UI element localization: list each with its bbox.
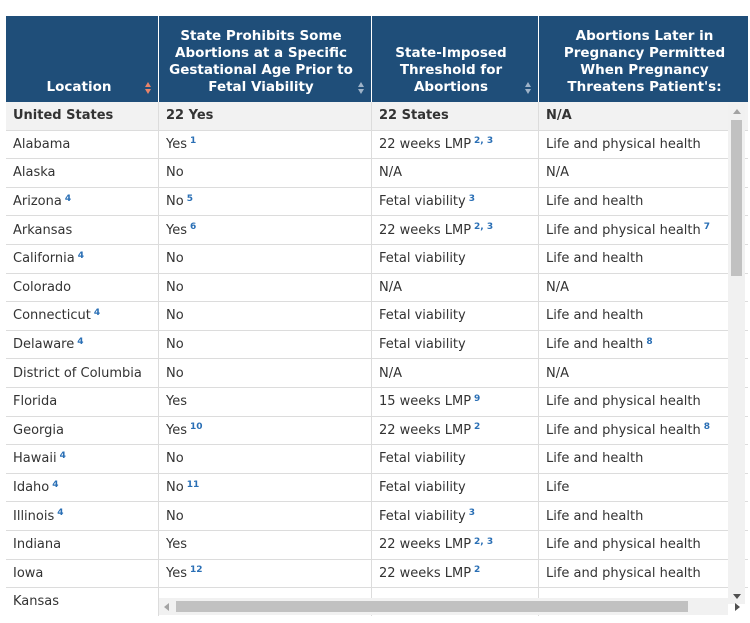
cell-text: No (166, 337, 184, 353)
cell-exceptions (539, 359, 748, 387)
footnote-link[interactable]: 2, 3 (474, 222, 494, 233)
cell-text: Connecticut (13, 308, 91, 324)
cell-exceptions (539, 331, 748, 359)
cell-threshold (372, 159, 539, 187)
cell-text: Life and health (546, 451, 644, 467)
footnote-link[interactable]: 12 (190, 565, 203, 576)
footnote-link[interactable]: 10 (190, 422, 203, 433)
cell-text: Life and health (546, 508, 644, 524)
footnote-link[interactable]: 2, 3 (474, 536, 494, 547)
cell-text: Yes (166, 565, 187, 581)
cell-text: Life and health (546, 194, 644, 210)
footnote-link[interactable]: 4 (57, 508, 64, 519)
sort-arrows-icon[interactable] (525, 82, 532, 94)
cell-text: N/A (546, 365, 569, 381)
table-row (6, 216, 748, 245)
cell-location (6, 216, 159, 244)
cell-text: Yes (166, 222, 187, 238)
cell-location (6, 417, 159, 445)
cell-text: N/A (379, 165, 402, 181)
footnote-link[interactable]: 4 (93, 307, 101, 318)
footnote-link[interactable]: 2, 3 (474, 136, 494, 147)
footnote-link[interactable]: 6 (190, 222, 197, 233)
cell-text: N/A (546, 165, 569, 181)
cell-text: Yes (166, 394, 187, 410)
cell-text: Yes (166, 537, 187, 553)
cell-text: No (166, 451, 184, 467)
cell-text: Illinois (13, 508, 55, 524)
cell-threshold (372, 445, 539, 473)
cell-prohibits (159, 474, 372, 502)
cell-text: Fetal viability (379, 480, 466, 496)
cell-location (6, 274, 159, 302)
cell-text: Fetal viability (379, 337, 466, 353)
cell-exceptions (539, 188, 748, 216)
cell-threshold: 22 States (372, 102, 539, 130)
cell-text: Life and health (546, 251, 644, 267)
table-row (6, 445, 748, 474)
table-row (6, 531, 748, 560)
cell-text: Alaska (13, 165, 56, 181)
column-header-label: State-Imposed Threshold for Abortions (395, 45, 507, 95)
cell-location (6, 245, 159, 273)
cell-text: Life (546, 480, 570, 496)
cell-text: Alabama (13, 136, 71, 152)
cell-text: Iowa (13, 565, 44, 581)
table-row (6, 131, 748, 160)
footnote-link[interactable]: 2 (474, 565, 481, 576)
cell-location (6, 445, 159, 473)
table-row (6, 388, 748, 417)
table-row (6, 417, 748, 446)
cell-exceptions (539, 245, 748, 273)
cell-text: 22 weeks LMP (379, 422, 472, 438)
cell-text: 22 weeks LMP (379, 222, 472, 238)
cell-text: N/A (379, 279, 402, 295)
cell-location (6, 560, 159, 588)
cell-exceptions (539, 474, 748, 502)
cell-prohibits (159, 417, 372, 445)
vertical-scrollbar[interactable] (728, 104, 745, 604)
cell-threshold (372, 531, 539, 559)
cell-text: No (166, 308, 184, 324)
cell-location (6, 474, 159, 502)
scroll-up-arrow-icon[interactable] (733, 109, 741, 114)
footnote-link[interactable]: 8 (703, 422, 710, 433)
footnote-link[interactable]: 3 (468, 508, 475, 519)
cell-text: Life and health (546, 337, 644, 353)
footnote-link[interactable]: 8 (646, 336, 653, 347)
cell-text: No (166, 480, 184, 496)
cell-prohibits (159, 388, 372, 416)
cell-threshold (372, 502, 539, 530)
cell-threshold (372, 274, 539, 302)
column-header-label: Location (46, 79, 112, 95)
footnote-link[interactable]: 1 (190, 136, 197, 147)
cell-text: 15 weeks LMP (379, 394, 472, 410)
table-row (6, 274, 748, 303)
cell-text: California (13, 251, 75, 267)
cell-text: Fetal viability (379, 508, 466, 524)
cell-text: Florida (13, 394, 58, 410)
cell-location (6, 502, 159, 530)
table-row (6, 302, 748, 331)
cell-text: Kansas (13, 594, 60, 610)
cell-text: N/A (379, 365, 402, 381)
cell-location (6, 302, 159, 330)
cell-text: Life and physical health (546, 394, 701, 410)
cell-text: Life and physical health (546, 565, 701, 581)
horizontal-scrollbar[interactable] (159, 598, 728, 615)
cell-exceptions (539, 560, 748, 588)
cell-text: 22 weeks LMP (379, 565, 472, 581)
cell-text: No (166, 508, 184, 524)
cell-prohibits (159, 188, 372, 216)
cell-location (6, 131, 159, 159)
cell-exceptions (539, 216, 748, 244)
cell-threshold (372, 474, 539, 502)
cell-text: Fetal viability (379, 251, 466, 267)
cell-text: Yes (166, 422, 187, 438)
cell-prohibits (159, 274, 372, 302)
cell-text: Arizona (13, 194, 62, 210)
cell-threshold (372, 388, 539, 416)
cell-threshold (372, 131, 539, 159)
cell-prohibits: 22 Yes (159, 102, 372, 130)
cell-text: Fetal viability (379, 451, 466, 467)
cell-text: Hawaii (13, 451, 57, 467)
column-header-prohibits[interactable] (159, 16, 372, 102)
cell-text: No (166, 165, 184, 181)
cell-exceptions (539, 388, 748, 416)
footnote-link[interactable]: 4 (52, 479, 59, 490)
footnote-link[interactable]: 4 (77, 336, 84, 347)
cell-text: No (166, 251, 184, 267)
sort-arrows-icon[interactable] (358, 82, 365, 94)
cell-threshold (372, 560, 539, 588)
cell-text: Idaho (13, 480, 50, 496)
cell-exceptions (539, 302, 748, 330)
cell-location (6, 388, 159, 416)
table-row (6, 502, 748, 531)
cell-text: Life and health (546, 308, 644, 324)
cell-text: District of Columbia (13, 365, 142, 381)
cell-text: No (166, 279, 184, 295)
cell-text: Indiana (13, 537, 62, 553)
cell-text: No (166, 365, 184, 381)
cell-text: Arkansas (13, 222, 73, 238)
footnote-link[interactable]: 4 (59, 450, 66, 461)
footnote-link[interactable]: 11 (186, 479, 200, 490)
scroll-left-arrow-icon[interactable] (164, 603, 169, 611)
abortion-policy-table (6, 16, 748, 616)
cell-threshold (372, 359, 539, 387)
cell-exceptions (539, 531, 748, 559)
table-body[interactable] (6, 102, 748, 616)
cell-prohibits (159, 216, 372, 244)
cell-exceptions: N/A (546, 108, 572, 124)
cell-exceptions (539, 445, 748, 473)
cell-prohibits (159, 531, 372, 559)
cell-text: Fetal viability (379, 194, 466, 210)
cell-text: Life and physical health (546, 222, 701, 238)
cell-location (6, 331, 159, 359)
cell-text: 22 weeks LMP (379, 537, 472, 553)
table-row (6, 474, 748, 503)
cell-text: Life and physical health (546, 136, 701, 152)
cell-location (6, 359, 159, 387)
cell-text: Delaware (13, 337, 75, 353)
cell-location (6, 588, 159, 616)
cell-exceptions (539, 502, 748, 530)
cell-prohibits (159, 445, 372, 473)
vertical-scroll-thumb[interactable] (731, 120, 742, 276)
sort-arrows-icon[interactable] (145, 82, 152, 94)
footnote-link[interactable]: 2 (474, 422, 481, 433)
cell-text: Yes (166, 136, 187, 152)
cell-text: Georgia (13, 422, 64, 438)
table-row (6, 245, 748, 274)
footnote-link[interactable]: 7 (703, 222, 710, 233)
horizontal-scroll-thumb[interactable] (176, 601, 688, 612)
cell-text: Fetal viability (379, 308, 466, 324)
footnote-link[interactable]: 4 (64, 193, 72, 204)
table-row (6, 188, 748, 217)
table-row-total (6, 102, 748, 131)
cell-threshold (372, 331, 539, 359)
column-header-label: State Prohibits Some Abortions at a Specific Gestational Age Prior to Fetal Viability (169, 28, 353, 95)
cell-exceptions (539, 159, 748, 187)
cell-prohibits (159, 502, 372, 530)
column-header-threshold[interactable] (372, 16, 539, 102)
column-header-exceptions[interactable] (539, 16, 748, 102)
table-header (6, 16, 748, 102)
column-header-label: Abortions Later in Pregnancy Permitted When Pregnancy Threatens Patient's: (563, 28, 726, 95)
cell-exceptions (539, 274, 748, 302)
cell-text: Life and physical health (546, 537, 701, 553)
footnote-link[interactable]: 3 (468, 193, 475, 204)
cell-exceptions (539, 417, 748, 445)
scroll-down-arrow-icon[interactable] (733, 594, 741, 599)
cell-prohibits (159, 302, 372, 330)
table-row (6, 359, 748, 388)
cell-text: N/A (546, 279, 569, 295)
scroll-right-arrow-icon[interactable] (735, 603, 740, 611)
cell-prohibits (159, 560, 372, 588)
cell-prohibits (159, 359, 372, 387)
cell-threshold (372, 245, 539, 273)
cell-text: 22 weeks LMP (379, 136, 472, 152)
footnote-link[interactable]: 5 (186, 193, 193, 204)
cell-location (6, 188, 159, 216)
cell-threshold (372, 302, 539, 330)
cell-threshold (372, 417, 539, 445)
table-row (6, 560, 748, 589)
cell-prohibits (159, 131, 372, 159)
cell-text: No (166, 194, 184, 210)
cell-exceptions (539, 131, 748, 159)
table-row (6, 331, 748, 360)
cell-text: Life and physical health (546, 422, 701, 438)
column-header-location[interactable] (6, 16, 159, 102)
cell-prohibits (159, 159, 372, 187)
cell-location: United States (6, 102, 159, 130)
cell-location (6, 159, 159, 187)
footnote-link[interactable]: 4 (77, 250, 84, 261)
cell-prohibits (159, 245, 372, 273)
cell-threshold (372, 216, 539, 244)
cell-location (6, 531, 159, 559)
cell-text: Colorado (13, 279, 72, 295)
table-row (6, 159, 748, 188)
footnote-link[interactable]: 9 (474, 393, 481, 404)
cell-prohibits (159, 331, 372, 359)
cell-threshold (372, 188, 539, 216)
